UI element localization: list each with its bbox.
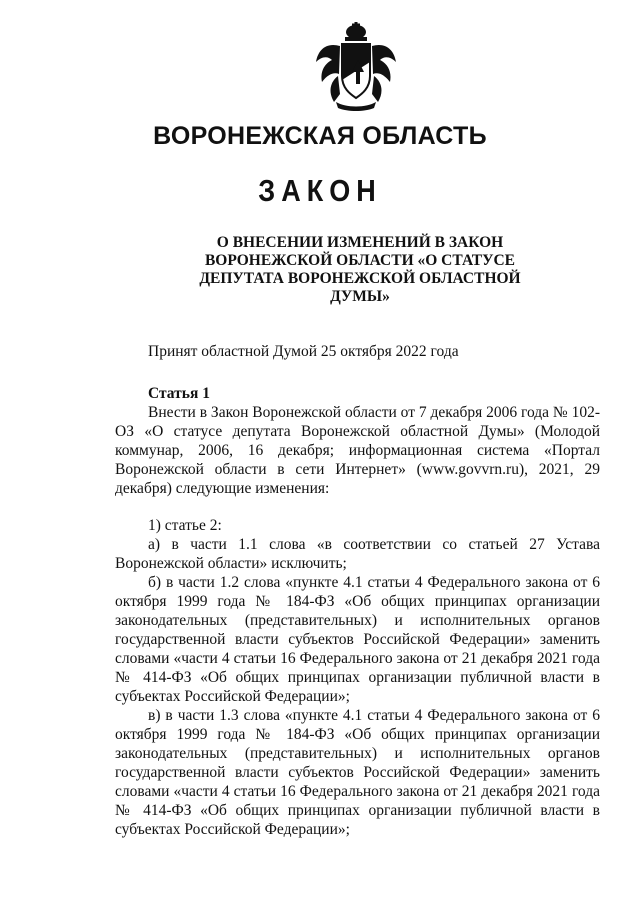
adoption-date: Принят областной Думой 25 октября 2022 года <box>148 343 459 360</box>
law-title-line: О ВНЕСЕНИИ ИЗМЕНЕНИЙ В ЗАКОН <box>216 234 504 251</box>
law-title <box>170 234 550 306</box>
law-title-line: ВОРОНЕЖСКОЙ ОБЛАСТИ «О СТАТУСЕ <box>204 252 516 269</box>
amendment-item: б) в части 1.2 слова «пункте 4.1 статьи 4 Федерального закона от 6 октября 1999 года № 184-ФЗ «Об общих принципах организации законодательных (представительных) и исполнительных органов государственной власти субъектов Российской Федерации» заменить словами «части 4 статьи 16 Федерального закона от 21 декабря 2021 года № 414-ФЗ «Об общих принципах организации публичной власти в субъектах Российской Федерации»; <box>115 574 600 705</box>
article-intro <box>115 403 600 498</box>
article-heading: Статья 1 <box>148 385 210 402</box>
law-title-line: ДЕПУТАТА ВОРОНЕЖСКОЙ ОБЛАСТНОЙ <box>199 270 521 287</box>
amendment-item: а) в части 1.1 слова «в соответствии со статьей 27 Устава Воронежской области» исключить; <box>115 536 600 572</box>
amendments-list <box>115 516 600 839</box>
coat-of-arms-icon <box>312 22 400 112</box>
amendment-item: в) в части 1.3 слова «пункте 4.1 статьи 4 Федерального закона от 6 октября 1999 года № 184-ФЗ «Об общих принципах организации законодательных (представительных) и исполнительных органов государственной власти субъектов Российской Федерации» заменить словами «части 4 статьи 16 Федерального закона от 21 декабря 2021 года № 414-ФЗ «Об общих принципах организации публичной власти в субъектах Российской Федерации»; <box>115 707 600 838</box>
law-title-line: ДУМЫ» <box>330 288 390 305</box>
document-type: ЗАКОН <box>258 174 382 208</box>
region-title: ВОРОНЕЖСКАЯ ОБЛАСТЬ <box>153 122 487 150</box>
article-intro-text: Внести в Закон Воронежской области от 7 декабря 2006 года № 102-ОЗ «О статусе депутата Воронежской областной Думы» (Молодой коммунар, 2006, 16 декабря; информационная система «Портал Воронежской области в сети Интернет» (www.govvrn.ru), 2021, 29 декабря) следующие изменения: <box>115 404 600 497</box>
amendment-item: 1) статье 2: <box>148 517 222 534</box>
